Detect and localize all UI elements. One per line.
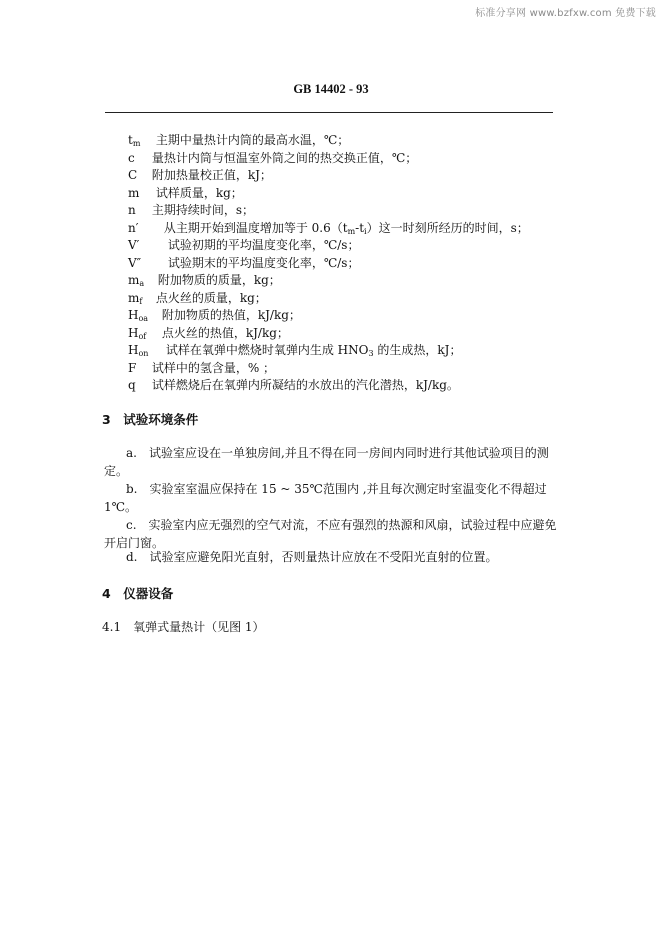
symbol-description: 从主期开始到温度增加等于 $0.6(t_m-t_i)$这一时刻所经历的时间，s； [163, 220, 529, 236]
symbol-description: 附加物质的质量，kg； [157, 273, 281, 287]
symbol: $m_f$ [128, 290, 143, 306]
symbol-row [128, 237, 568, 255]
symbol-row [128, 255, 568, 273]
symbol: F [128, 360, 137, 375]
symbol-row [128, 150, 568, 168]
symbol-row [128, 185, 568, 203]
symbol-description: 量热计内筒与恒温室外筒之间的热交换正值，℃； [151, 150, 418, 165]
section-3-item-b: b. 实验室室温应保持在 15 ~ 35℃范围内 ,并且每次测定时室温变化不得超过 1℃。 [104, 482, 547, 514]
symbol-row [128, 167, 568, 185]
site-watermark: 标准分享网 www.bzfxw.com 免费下载 [475, 8, 656, 19]
symbol-description: 附加物质的热值，kJ/kg； [161, 308, 301, 322]
standard-code-header: GB 14402 - 93 [293, 82, 369, 96]
symbol-definition-list [128, 132, 568, 395]
symbol: c [128, 150, 135, 165]
section-4-1-heading: 4.1 氧弹式量热计（见图 1） [102, 620, 265, 634]
symbol-description: 点火丝的热值，kJ/kg； [161, 325, 289, 340]
symbol-row [128, 307, 568, 325]
symbol-description: 试验初期的平均温度变化率，℃/s； [167, 238, 360, 252]
symbol: $t_m$ [128, 133, 141, 148]
symbol-description: 主期中量热计内筒的最高水温，℃； [155, 133, 350, 147]
symbol-row [128, 272, 568, 290]
symbol-row [128, 377, 568, 395]
symbol-description: 附加热量校正值，kJ； [151, 168, 272, 182]
symbol: n′ [128, 220, 139, 235]
symbol-row [128, 360, 568, 378]
symbol: V″ [128, 255, 142, 270]
section-3-item-c: c. 实验室内应无强烈的空气对流，不应有强烈的热源和风扇，试验过程中应避免开启门窗。 [104, 518, 557, 550]
section-3-heading: 3 试验环境条件 [102, 412, 199, 427]
symbol: V′ [128, 238, 140, 252]
symbol-description: 试验期末的平均温度变化率，℃/s； [167, 255, 360, 270]
symbol-description: 试样中的氢含量，% ； [151, 360, 276, 375]
symbol: n [128, 203, 136, 217]
symbol-row [128, 290, 568, 308]
section-3-item-a: a. 试验室应设在一单独房间,并且不得在同一房间内同时进行其他试验项目的测定。 [104, 446, 549, 478]
symbol-description: 试样在氧弹中燃烧时氧弹内生成 $HNO_3$ 的生成热，kJ； [165, 343, 462, 358]
symbol-row [128, 202, 568, 220]
symbol: m [128, 185, 140, 200]
symbol-description: 试样质量，kg； [155, 185, 243, 200]
symbol-description: 点火丝的质量，kg； [155, 290, 267, 305]
header-rule [105, 112, 553, 113]
symbol: $H_{oa}$ [128, 308, 149, 323]
symbol: q [128, 378, 136, 392]
symbol: C [128, 168, 138, 182]
symbol-description: 主期持续时间，s； [151, 203, 254, 217]
symbol-row [128, 325, 568, 343]
symbol: $m_a$ [128, 273, 145, 288]
symbol: $H_{on}$ [128, 343, 149, 358]
symbol-row [128, 220, 568, 238]
section-3-item-d: d. 试验室应避免阳光直射，否则量热计应放在不受阳光直射的位置。 [126, 550, 498, 564]
symbol-row [128, 342, 568, 360]
section-4-heading: 4 仪器设备 [102, 586, 174, 601]
symbol: $H_{of}$ [128, 325, 147, 341]
symbol-description: 试样燃烧后在氧弹内所凝结的水放出的汽化潜热，kJ/kg。 [151, 378, 459, 392]
symbol-row [128, 132, 568, 150]
